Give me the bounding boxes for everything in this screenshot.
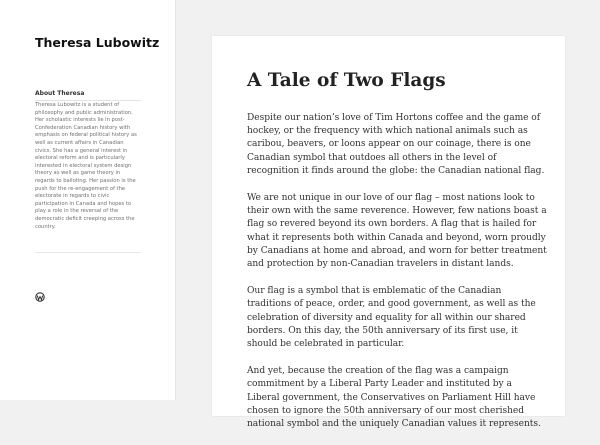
sidebar-divider xyxy=(35,252,141,253)
post-article xyxy=(212,36,565,430)
post-title[interactable]: A Tale of Two Flags xyxy=(247,70,446,91)
post-paragraph-3: Our flag is a symbol that is emblematic of the Canadian traditions of peace, order, and good government, as well as the celebration of diversity and equality for all within our shared borders. On this day, the 50th anniversary of its first use, it should be celebrated in particular. xyxy=(247,286,536,350)
site-title[interactable]: Theresa Lubowitz xyxy=(35,35,160,50)
about-widget-text: Theresa Lubowitz is a student of philosophy and public administration. Her scholastic interests lie in post-Confederation Canadian history with emphasis on federal political history as well as current affairs in Canadian civics. She has a general interest in electoral reform and is particularly interested in electoral system design theory as well as game theory in regards to balloting. Her passion is the push for the re-engagement of the electorate in regards to civic participation in Canada and hopes to play a role in the reversal of the democratic deficit creeping across the country. xyxy=(35,102,137,230)
post-body xyxy=(247,112,547,445)
post-paragraph-1: Despite our nation’s love of Tim Hortons coffee and the game of hockey, or the frequency with which national animals such as caribou, beavers, or loons appear on our coinage, there is one Canadian symbol that outdoes all others in the level of recognition it finds around the globe: the Canadian national flag. xyxy=(247,113,545,176)
post-paragraph-2: We are not unique in our love of our flag – most nations look to their own with the same reverence. However, few nations boast a flag so revered beyond its own borders. A flag that is hailed for what it represents both within Canada and beyond, worn proudly by Canadians at home and abroad, and worn for better treatment and protection by non-Canadian travelers in distant lands. xyxy=(247,193,547,270)
post-paragraph-4: And yet, because the creation of the flag was a campaign commitment by a Liberal Party Leader and instituted by a Liberal government, the Conservatives on Parliament Hill have chosen to ignore the 50th anniversary of our most cherished national symbol and the uniquely Canadian values it represents. xyxy=(247,366,541,430)
wordpress-icon[interactable] xyxy=(35,287,45,297)
about-widget-title: About Theresa xyxy=(35,90,141,101)
sidebar xyxy=(0,0,176,400)
